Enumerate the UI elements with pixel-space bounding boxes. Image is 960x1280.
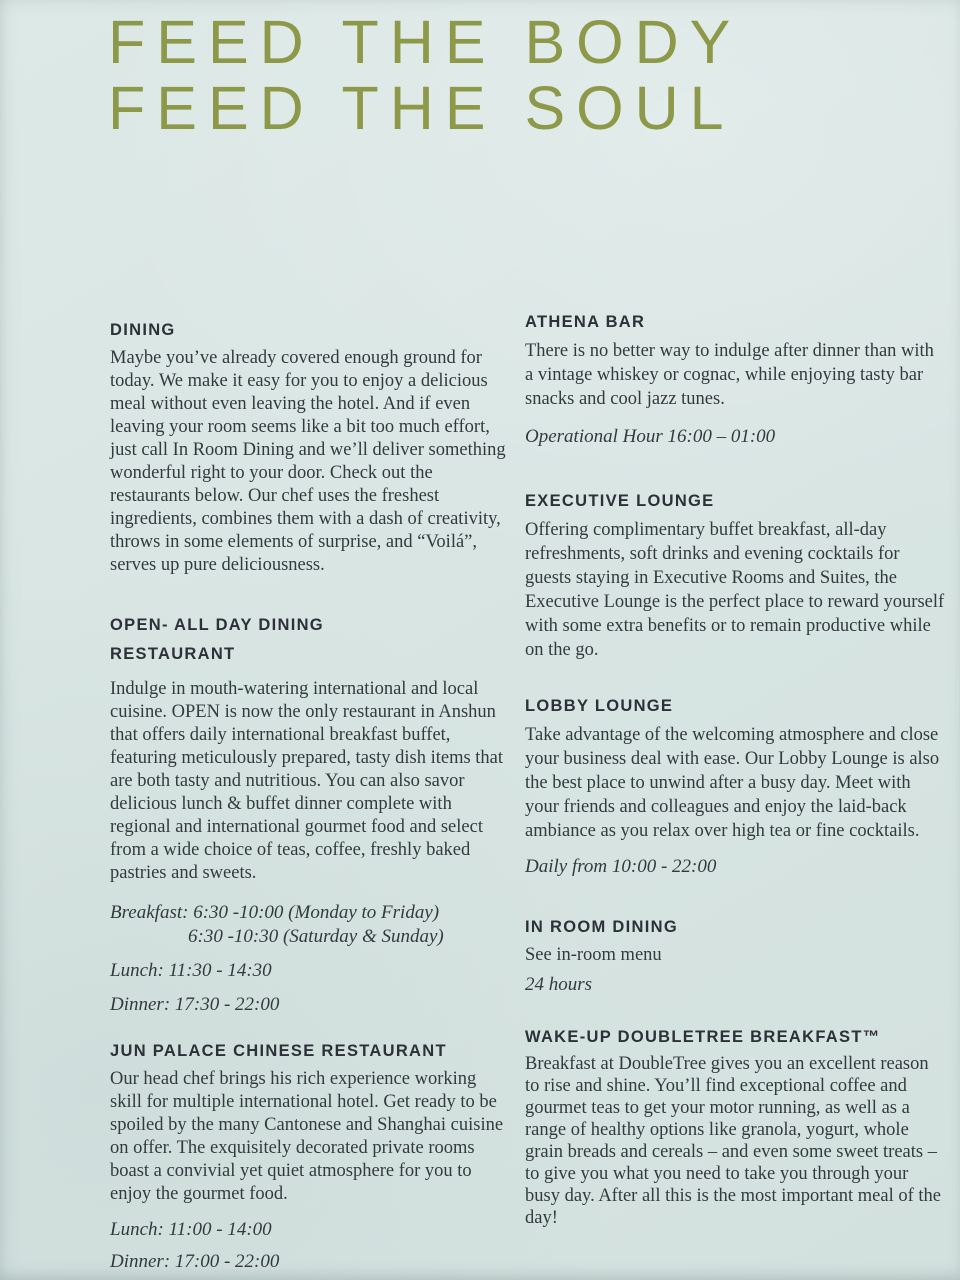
in-room-dining-note: See in-room menu — [525, 945, 662, 965]
title-line-2: FEED THE SOUL — [108, 74, 735, 142]
dining-heading: DINING — [110, 321, 176, 339]
jun-palace-dinner-hours: Dinner: 17:00 - 22:00 — [110, 1251, 280, 1272]
section-lobby-lounge — [525, 696, 945, 879]
open-breakfast-hours-line2: 6:30 -10:30 (Saturday & Sunday) — [188, 926, 444, 947]
page-title — [108, 9, 741, 141]
section-jun-palace — [110, 1041, 508, 1274]
executive-lounge-heading: EXECUTIVE LOUNGE — [525, 492, 715, 510]
section-open-all-day-restaurant — [110, 611, 508, 1017]
executive-lounge-body: Offering complimentary buffet breakfast, all-day refreshments, soft drinks and evening cocktails for guests staying in Executive Rooms and Suites, the Executive Lounge is the perfect place to reward yourself with some extra benefits or to remain productive while on the go. — [525, 520, 945, 660]
lobby-lounge-body: Take advantage of the welcoming atmosphere and close your business deal with ease. Our Lobby Lounge is also the best place to unwind after a busy day. Meet with your friends and colleagues and enjoy the laid-back ambiance as you relax over high tea or fine cocktails. — [525, 725, 940, 841]
lobby-lounge-heading: LOBBY LOUNGE — [525, 697, 674, 715]
wake-up-breakfast-body: Breakfast at DoubleTree gives you an excellent reason to rise and shine. You’ll find exceptional coffee and gourmet teas to get your motor running, as well as a range of healthy options like granola, yogurt, whole grain breads and cereals – and even some sweet treats – to give you what you need to take you through your busy day. After all this is the most important meal of the day! — [525, 1054, 942, 1228]
open-breakfast-hours-line1: Breakfast: 6:30 -10:00 (Monday to Friday) — [110, 902, 440, 923]
section-athena-bar — [525, 312, 945, 449]
in-room-dining-heading: IN ROOM DINING — [525, 918, 678, 936]
right-column — [525, 312, 945, 1229]
jun-palace-lunch-hours: Lunch: 11:00 - 14:00 — [110, 1219, 272, 1240]
open-restaurant-heading-line1: OPEN- ALL DAY DINING — [110, 616, 324, 634]
title-line-1: FEED THE BODY — [108, 8, 742, 76]
left-column — [110, 320, 508, 1274]
wake-up-breakfast-heading: WAKE-UP DOUBLETREE BREAKFAST™ — [525, 1028, 881, 1046]
open-restaurant-body: Indulge in mouth-watering international and local cuisine. OPEN is now the only restaurant in Anshun that offers daily international breakfast buffet, featuring meticulously prepared, tasty dish items that are both tasty and nutritious. You can also savor delicious lunch & buffet dinner complete with regional and international gourmet food and select from a wide choice of teas, coffee, freshly baked pastries and sweets. — [110, 679, 504, 883]
section-in-room-dining — [525, 917, 945, 997]
section-dining — [110, 320, 508, 577]
dining-body: Maybe you’ve already covered enough ground for today. We make it easy for you to enjoy a delicious meal without even leaving the hotel. And if even leaving your room seems like a bit too much effort, just call In Room Dining and we’ll deliver something wonderful right to your door. Check out the restaurants below. Our chef uses the freshest ingredients, combines them with a dash of creativity, throws in some elements of surprise, and “Voilá”, serves up pure deliciousness. — [110, 348, 506, 575]
athena-bar-body: There is no better way to indulge after dinner than with a vintage whiskey or cognac, while enjoying tasty bar snacks and cool jazz tunes. — [525, 341, 934, 409]
athena-bar-hours: Operational Hour 16:00 – 01:00 — [525, 426, 776, 447]
lobby-lounge-hours: Daily from 10:00 - 22:00 — [525, 856, 717, 877]
open-restaurant-heading — [110, 611, 508, 669]
open-restaurant-heading-line2: RESTAURANT — [110, 645, 236, 663]
open-breakfast-hours — [110, 901, 508, 949]
section-wake-up-breakfast — [525, 1027, 945, 1229]
jun-palace-body: Our head chef brings his rich experience working skill for multiple international hotel. Get ready to be spoiled by the many Cantonese and Shanghai cuisine on offer. The exquisitely decorated private rooms boast a convivial yet quiet atmosphere for you to enjoy the gourmet food. — [110, 1069, 504, 1204]
jun-palace-heading: JUN PALACE CHINESE RESTAURANT — [110, 1042, 447, 1060]
open-lunch-hours: Lunch: 11:30 - 14:30 — [110, 960, 272, 981]
open-dinner-hours: Dinner: 17:30 - 22:00 — [110, 994, 280, 1015]
section-executive-lounge — [525, 491, 945, 662]
athena-bar-heading: ATHENA BAR — [525, 313, 646, 331]
in-room-dining-hours: 24 hours — [525, 974, 593, 995]
